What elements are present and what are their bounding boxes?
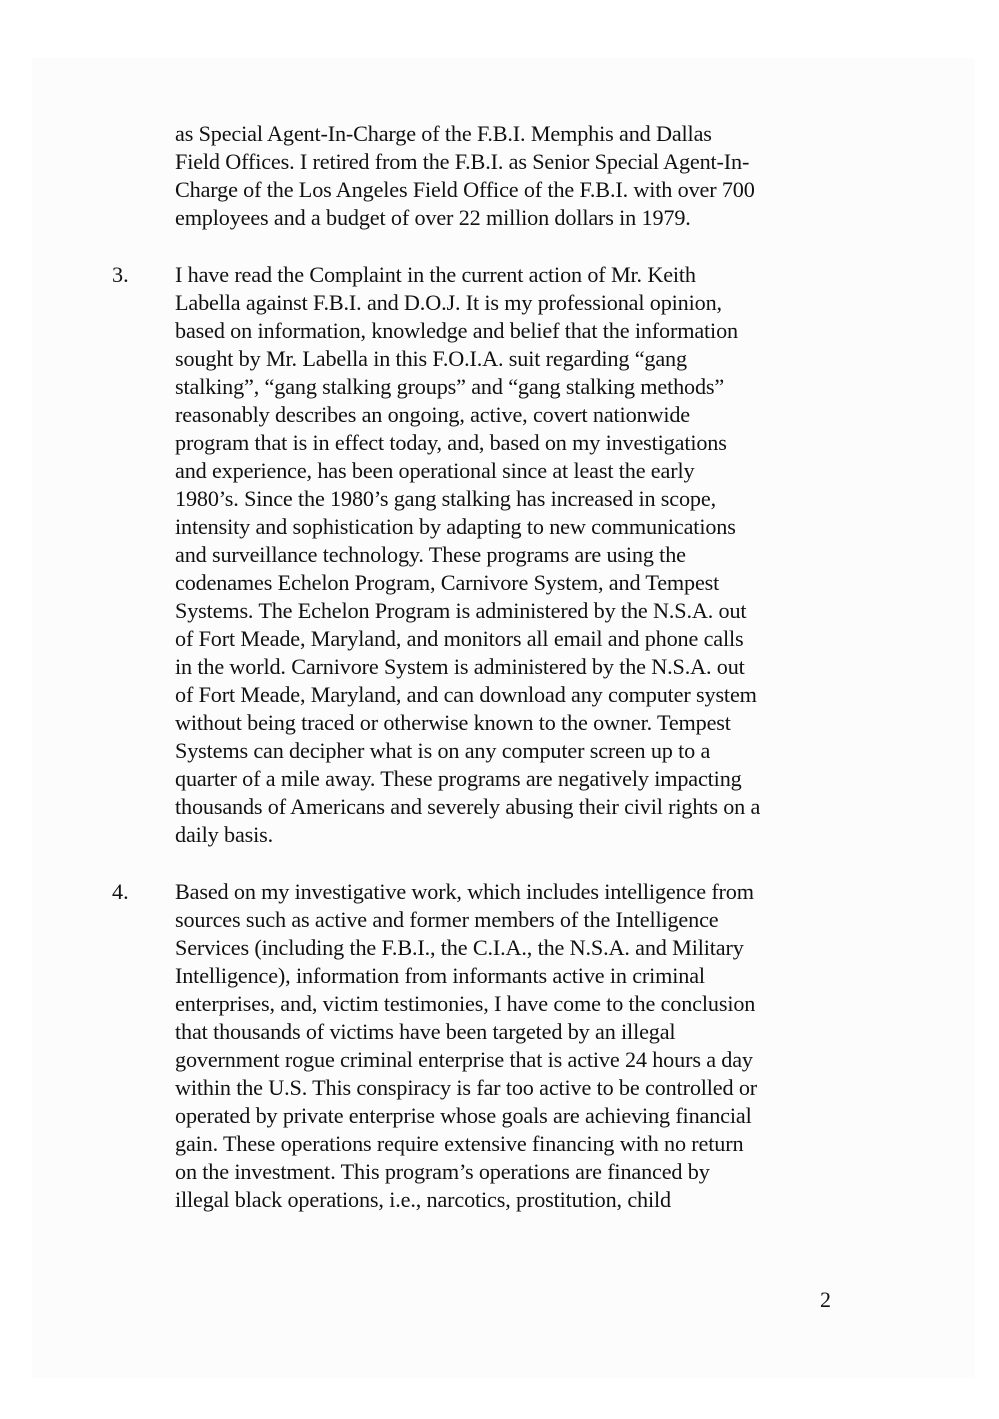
text-line: in the world. Carnivore System is administered by the N.S.A. out bbox=[175, 654, 745, 679]
text-line: gain. These operations require extensive financing with no return bbox=[175, 1131, 744, 1156]
text-line: without being traced or otherwise known to the owner. Tempest bbox=[175, 710, 731, 735]
text-line: based on information, knowledge and belief that the information bbox=[175, 318, 738, 343]
text-line: sources such as active and former members of the Intelligence bbox=[175, 907, 719, 932]
paragraph-4-number: 4. bbox=[112, 879, 129, 904]
text-line: Labella against F.B.I. and D.O.J. It is my professional opinion, bbox=[175, 290, 722, 315]
text-line: codenames Echelon Program, Carnivore System, and Tempest bbox=[175, 570, 720, 595]
text-line: sought by Mr. Labella in this F.O.I.A. suit regarding “gang bbox=[175, 346, 687, 371]
text-line: Charge of the Los Angeles Field Office of the F.B.I. with over 700 bbox=[175, 177, 755, 202]
text-line: illegal black operations, i.e., narcotics, prostitution, child bbox=[175, 1187, 671, 1212]
text-line: 1980’s. Since the 1980’s gang stalking has increased in scope, bbox=[175, 486, 716, 511]
paragraph-3 bbox=[175, 261, 855, 849]
paragraph-4 bbox=[175, 878, 855, 1214]
text-line: stalking”, “gang stalking groups” and “gang stalking methods” bbox=[175, 374, 725, 399]
page-number: 2 bbox=[820, 1287, 831, 1312]
text-line: intensity and sophistication by adapting to new communications bbox=[175, 514, 736, 539]
text-line: quarter of a mile away. These programs are negatively impacting bbox=[175, 766, 742, 791]
text-line: Systems. The Echelon Program is administered by the N.S.A. out bbox=[175, 598, 747, 623]
text-line: Field Offices. I retired from the F.B.I. as Senior Special Agent-In- bbox=[175, 149, 750, 174]
text-line: operated by private enterprise whose goals are achieving financial bbox=[175, 1103, 752, 1128]
text-line: Systems can decipher what is on any computer screen up to a bbox=[175, 738, 711, 763]
text-line: of Fort Meade, Maryland, and monitors all email and phone calls bbox=[175, 626, 744, 651]
text-line: as Special Agent-In-Charge of the F.B.I. Memphis and Dallas bbox=[175, 121, 712, 146]
text-line: thousands of Americans and severely abusing their civil rights on a bbox=[175, 794, 761, 819]
text-line: and surveillance technology. These programs are using the bbox=[175, 542, 686, 567]
text-line: Intelligence), information from informants active in criminal bbox=[175, 963, 705, 988]
text-line: on the investment. This program’s operations are financed by bbox=[175, 1159, 710, 1184]
text-line: within the U.S. This conspiracy is far too active to be controlled or bbox=[175, 1075, 758, 1100]
text-line: employees and a budget of over 22 million dollars in 1979. bbox=[175, 205, 691, 230]
text-line: of Fort Meade, Maryland, and can download any computer system bbox=[175, 682, 757, 707]
text-line: Based on my investigative work, which includes intelligence from bbox=[175, 879, 754, 904]
paragraph-3-number: 3. bbox=[112, 262, 129, 287]
text-line: government rogue criminal enterprise that is active 24 hours a day bbox=[175, 1047, 753, 1072]
text-line: that thousands of victims have been targeted by an illegal bbox=[175, 1019, 676, 1044]
text-line: I have read the Complaint in the current action of Mr. Keith bbox=[175, 262, 696, 287]
text-line: reasonably describes an ongoing, active, covert nationwide bbox=[175, 402, 690, 427]
text-line: program that is in effect today, and, based on my investigations bbox=[175, 430, 727, 455]
paragraph-2-continuation bbox=[175, 120, 855, 232]
text-line: daily basis. bbox=[175, 822, 274, 847]
text-line: enterprises, and, victim testimonies, I have come to the conclusion bbox=[175, 991, 756, 1016]
text-line: Services (including the F.B.I., the C.I.A., the N.S.A. and Military bbox=[175, 935, 744, 960]
text-line: and experience, has been operational since at least the early bbox=[175, 458, 695, 483]
